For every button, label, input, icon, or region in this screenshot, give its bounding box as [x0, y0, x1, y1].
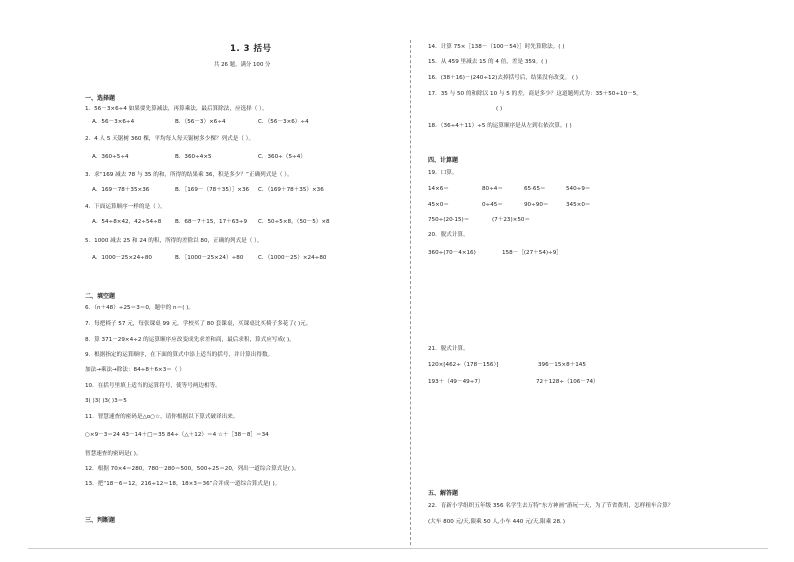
right-text-line: 750÷(20·15)＝ — [428, 217, 470, 223]
right-text-line: 20．脱式计算。 — [428, 232, 469, 238]
left-text-line: 加法→乘法→除法：84÷8＋6×3＝（ ） — [85, 367, 185, 373]
left-text-line: 7．每把椅子 57 元，每张课桌 99 元，学校买了 80 套课桌，买课桌比买椅子多花了( )元。 — [85, 321, 312, 327]
section-heading: 三、判断题 — [85, 517, 116, 524]
left-text-line: C．（1000－25）×24÷80 — [258, 255, 327, 261]
right-text-line: 72＋128÷（106－74） — [536, 379, 599, 385]
right-text-line: 396－15×8＋145 — [538, 362, 586, 368]
column-divider — [410, 40, 411, 545]
right-text-line: 19．口算。 — [428, 170, 458, 176]
left-text-line: A．54÷8×42，42÷54÷8 — [92, 219, 162, 225]
left-text-line: 8．算 371－29×4÷2 的运算顺序应改变成先求差和商，最后求积，算式应写成( )。 — [85, 337, 295, 343]
left-text-line: A．1000－25×24÷80 — [92, 255, 152, 261]
page-bottom-line — [28, 548, 768, 549]
right-text-line: 345×0＝ — [566, 202, 591, 208]
left-text-line: 2．4 人 5 天锯树 360 棵，平均每人每天锯树多少棵？列式是（ ）。 — [85, 136, 255, 142]
right-text-line: 15．从 459 里减去 15 的 4 倍，差是 359。( ) — [428, 59, 548, 65]
left-text-line: 6．（n＋48）÷25＝3＝0，题中的 n＝( )。 — [85, 305, 194, 311]
right-text-line: 21．脱式计算。 — [428, 346, 469, 352]
right-text-line: 14．计算 75×［138－（100－54）］时先算除法。( ) — [428, 44, 565, 50]
section-heading: 四、计算题 — [428, 157, 459, 164]
left-text-line: B．68－7＋15，17＋63÷9 — [175, 219, 248, 225]
right-text-line: 80÷4＝ — [482, 186, 503, 192]
left-text-line: A．56－3×6÷4 — [92, 119, 135, 125]
right-text-line: 45×0＝ — [428, 202, 449, 208]
left-text-line: 4．下面运算顺序一样的是（ ）。 — [85, 204, 166, 210]
left-text-line: 智慧速查的密码是( )。 — [85, 451, 142, 457]
left-text-line: 9．根据指定的运算顺序，在下面的算式中添上适当的括号，并计算出得数。 — [85, 352, 274, 358]
section-heading: 二、填空题 — [85, 293, 116, 300]
right-text-line: 360÷(70－4×16) — [428, 250, 476, 256]
right-text-line: ( ) — [496, 106, 503, 112]
right-text-line: 0÷45＝ — [482, 202, 503, 208]
right-text-line: 120×[462÷（178－156）] — [428, 362, 499, 368]
right-text-line: 193＋（49－49÷7） — [428, 379, 484, 385]
left-text-line: C．50÷5×8，（50－5）×8 — [258, 219, 330, 225]
left-text-line: ○×9－3＝24 43－14＋□＝35 84÷（△＋12）＝4 ☆＋［38－8］＝34 — [85, 432, 269, 438]
left-text-line: B．360÷4×5 — [175, 154, 212, 160]
left-text-line: 11．智慧速查的密码是△o○☆，请你根据以下算式破译出来。 — [85, 414, 239, 420]
right-text-line: 22．育新小学组织五年级 356 名学生去万特“东方神画”游玩一天，为了节省费用，怎样租车合算？ — [428, 503, 674, 509]
left-text-line: C．（169＋78＋35）×36 — [258, 187, 324, 193]
left-text-line: A．360÷5÷4 — [92, 154, 129, 160]
left-text-line: 3．求“169 减去 78 与 35 的和，所得的结果乘 36，积是多少？”正确列式是（ ）。 — [85, 172, 293, 178]
left-text-line: B．［1000－25×24）÷80 — [175, 255, 244, 261]
right-text-line: (大车 800 元/天,限乘 50 人,小车 440 元/天,限乘 28．) — [428, 519, 566, 525]
right-text-line: 18．（36÷4＋11）÷5 的运算顺序是从左到右依次算。( ) — [428, 123, 572, 129]
left-text-line: C．（56－3×6）÷4 — [258, 119, 309, 125]
left-text-line: B．（56－3）×6÷4 — [175, 119, 226, 125]
right-text-line: (7＋23)×50＝ — [492, 217, 531, 223]
left-text-line: 5．1000 减去 25 和 24 的积，所得的差除以 80，正确的列式是（ ）。 — [85, 238, 263, 244]
left-text-line: 10．在括号里填上适当的运算符号，使等号两边相等。 — [85, 383, 221, 389]
right-text-line: 14×6＝ — [428, 186, 449, 192]
left-text-line: 13．把“18－6＝12，216÷12＝18，18×3＝36”合并成一道综合算式是( )。 — [85, 481, 281, 487]
left-text-line: 3( )3( )3( )3＝5 — [85, 398, 127, 404]
section-heading: 一、选择题 — [85, 95, 116, 102]
section-heading: 五、解答题 — [428, 490, 459, 497]
left-text-line: 1．56－3×6÷4 如果要先算减法，再算乘法，最后算除法，应选择（ ）。 — [85, 106, 268, 112]
right-text-line: 540÷9＝ — [566, 186, 591, 192]
page-title: 1. 3 括号 — [230, 44, 272, 54]
right-text-line: 16．(38＋16)－(240÷12)去掉括号后，结果没有改变。 ( ) — [428, 75, 578, 81]
right-text-line: 65·65＝ — [524, 186, 546, 192]
left-text-line: A．169－78＋35×36 — [92, 187, 150, 193]
left-text-line: B．［169－（78＋35）］×36 — [175, 187, 250, 193]
right-text-line: 90÷90＝ — [524, 202, 549, 208]
left-text-line: C．360÷（5÷4） — [258, 154, 306, 160]
left-text-line: 12．根据 70×4＝280，780－280＝500，500÷25＝20，列出一道综合算式是( )。 — [85, 466, 300, 472]
right-text-line: 17．35 与 50 的和除以 10 与 5 的差，商是多少？这道题列式为：35＋50÷10－5。 — [428, 91, 642, 97]
right-text-line: 158－［(27＋54)÷9］ — [502, 250, 562, 256]
page-subtitle: 共 26 题，满分 100 分 — [214, 62, 271, 68]
